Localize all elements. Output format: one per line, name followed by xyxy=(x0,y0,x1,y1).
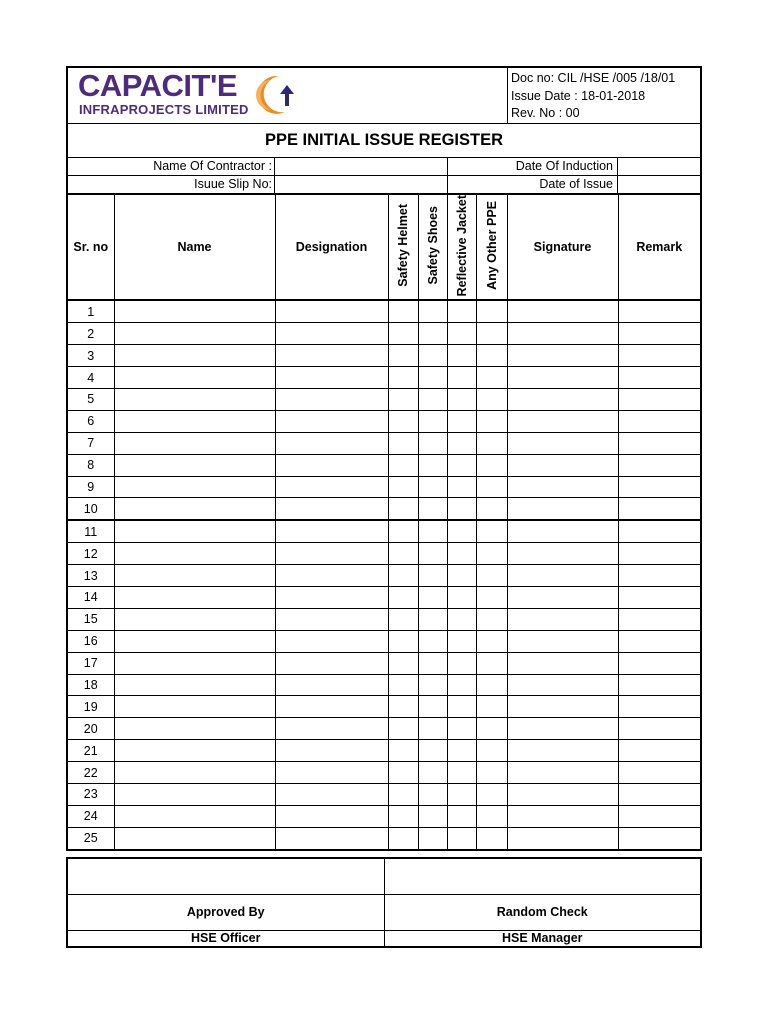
cell-remark[interactable] xyxy=(618,718,700,740)
cell-designation[interactable] xyxy=(275,784,388,806)
cell-name[interactable] xyxy=(114,454,275,476)
cell-safety-shoes[interactable] xyxy=(418,345,447,367)
cell-signature[interactable] xyxy=(507,345,618,367)
table-row xyxy=(68,498,700,520)
cell-reflective-jacket[interactable] xyxy=(447,805,476,827)
cell-safety-helmet[interactable] xyxy=(388,784,418,806)
form-header xyxy=(68,68,700,124)
cell-remark[interactable] xyxy=(618,323,700,345)
cell-other-ppe[interactable] xyxy=(476,389,507,411)
cell-designation[interactable] xyxy=(275,805,388,827)
cell-other-ppe[interactable] xyxy=(476,520,507,542)
cell-remark[interactable] xyxy=(618,805,700,827)
cell-name[interactable] xyxy=(114,827,275,848)
contractor-row xyxy=(68,158,700,176)
cell-reflective-jacket[interactable] xyxy=(447,608,476,630)
cell-safety-helmet[interactable] xyxy=(388,652,418,674)
cell-name[interactable] xyxy=(114,389,275,411)
cell-safety-shoes[interactable] xyxy=(418,410,447,432)
cell-designation[interactable] xyxy=(275,543,388,565)
approver-signature-space[interactable] xyxy=(68,859,384,894)
row-number: 24 xyxy=(68,805,114,827)
cell-safety-shoes[interactable] xyxy=(418,718,447,740)
cell-safety-helmet[interactable] xyxy=(388,410,418,432)
cell-safety-helmet[interactable] xyxy=(388,345,418,367)
cell-signature[interactable] xyxy=(507,520,618,542)
cell-signature[interactable] xyxy=(507,827,618,848)
cell-signature[interactable] xyxy=(507,587,618,609)
cell-safety-shoes[interactable] xyxy=(418,630,447,652)
cell-other-ppe[interactable] xyxy=(476,476,507,498)
cell-designation[interactable] xyxy=(275,345,388,367)
cell-signature[interactable] xyxy=(507,565,618,587)
cell-safety-helmet[interactable] xyxy=(388,696,418,718)
row-number: 15 xyxy=(68,608,114,630)
cell-safety-helmet[interactable] xyxy=(388,432,418,454)
col-safety-shoes-label: Safety Shoes xyxy=(425,206,440,285)
col-other-ppe-label: Any Other PPE xyxy=(484,201,499,291)
cell-designation[interactable] xyxy=(275,498,388,520)
col-reflective-jacket-label: Reflective Jacket xyxy=(454,195,469,297)
cell-designation[interactable] xyxy=(275,630,388,652)
cell-safety-shoes[interactable] xyxy=(418,367,447,389)
cell-safety-helmet[interactable] xyxy=(388,520,418,542)
row-number: 25 xyxy=(68,827,114,848)
cell-other-ppe[interactable] xyxy=(476,300,507,322)
cell-reflective-jacket[interactable] xyxy=(447,784,476,806)
cell-remark[interactable] xyxy=(618,389,700,411)
cell-safety-helmet[interactable] xyxy=(388,498,418,520)
cell-safety-shoes[interactable] xyxy=(418,454,447,476)
cell-name[interactable] xyxy=(114,696,275,718)
cell-name[interactable] xyxy=(114,805,275,827)
company-subtitle: INFRAPROJECTS LIMITED xyxy=(79,102,249,117)
cell-reflective-jacket[interactable] xyxy=(447,630,476,652)
cell-reflective-jacket[interactable] xyxy=(447,740,476,762)
cell-safety-shoes[interactable] xyxy=(418,587,447,609)
table-row xyxy=(68,543,700,565)
cell-signature[interactable] xyxy=(507,410,618,432)
cell-remark[interactable] xyxy=(618,630,700,652)
cell-reflective-jacket[interactable] xyxy=(447,300,476,322)
cell-other-ppe[interactable] xyxy=(476,410,507,432)
cell-signature[interactable] xyxy=(507,543,618,565)
cell-other-ppe[interactable] xyxy=(476,740,507,762)
cell-safety-shoes[interactable] xyxy=(418,696,447,718)
cell-reflective-jacket[interactable] xyxy=(447,476,476,498)
cell-name[interactable] xyxy=(114,762,275,784)
cell-safety-helmet[interactable] xyxy=(388,389,418,411)
row-number: 16 xyxy=(68,630,114,652)
cell-reflective-jacket[interactable] xyxy=(447,565,476,587)
issue-date: Issue Date : 18-01-2018 xyxy=(511,88,646,103)
row-number: 12 xyxy=(68,543,114,565)
col-safety-shoes xyxy=(418,195,447,301)
cell-reflective-jacket[interactable] xyxy=(447,827,476,848)
form-title: PPE INITIAL ISSUE REGISTER xyxy=(68,124,700,158)
cell-reflective-jacket[interactable] xyxy=(447,520,476,542)
cell-designation[interactable] xyxy=(275,520,388,542)
cell-remark[interactable] xyxy=(618,454,700,476)
col-remark: Remark xyxy=(618,195,700,301)
cell-signature[interactable] xyxy=(507,718,618,740)
cell-designation[interactable] xyxy=(275,389,388,411)
row-number: 13 xyxy=(68,565,114,587)
cell-safety-helmet[interactable] xyxy=(388,587,418,609)
table-row xyxy=(68,608,700,630)
table-row xyxy=(68,389,700,411)
cell-name[interactable] xyxy=(114,630,275,652)
cell-designation[interactable] xyxy=(275,718,388,740)
table-row xyxy=(68,587,700,609)
issue-slip-label: Isuue Slip No: xyxy=(194,177,272,191)
cell-designation[interactable] xyxy=(275,454,388,476)
cell-other-ppe[interactable] xyxy=(476,345,507,367)
cell-reflective-jacket[interactable] xyxy=(447,410,476,432)
register-form xyxy=(66,66,702,851)
row-number: 18 xyxy=(68,674,114,696)
cell-safety-shoes[interactable] xyxy=(418,498,447,520)
row-number: 7 xyxy=(68,432,114,454)
cell-other-ppe[interactable] xyxy=(476,718,507,740)
cell-safety-shoes[interactable] xyxy=(418,784,447,806)
cell-other-ppe[interactable] xyxy=(476,587,507,609)
approval-footer xyxy=(66,857,702,948)
row-number: 14 xyxy=(68,587,114,609)
cell-remark[interactable] xyxy=(618,608,700,630)
cell-name[interactable] xyxy=(114,784,275,806)
table-row xyxy=(68,432,700,454)
cell-safety-shoes[interactable] xyxy=(418,476,447,498)
cell-safety-shoes[interactable] xyxy=(418,565,447,587)
cell-name[interactable] xyxy=(114,476,275,498)
cell-safety-shoes[interactable] xyxy=(418,432,447,454)
contractor-field[interactable] xyxy=(274,158,447,175)
cell-safety-helmet[interactable] xyxy=(388,630,418,652)
cell-safety-shoes[interactable] xyxy=(418,740,447,762)
col-other-ppe xyxy=(476,195,507,301)
cell-remark[interactable] xyxy=(618,520,700,542)
cell-designation[interactable] xyxy=(275,410,388,432)
cell-reflective-jacket[interactable] xyxy=(447,587,476,609)
register-table xyxy=(68,194,700,849)
cell-other-ppe[interactable] xyxy=(476,608,507,630)
cell-safety-helmet[interactable] xyxy=(388,805,418,827)
cell-safety-helmet[interactable] xyxy=(388,367,418,389)
table-row xyxy=(68,367,700,389)
cell-safety-helmet[interactable] xyxy=(388,740,418,762)
cell-other-ppe[interactable] xyxy=(476,762,507,784)
cell-safety-shoes[interactable] xyxy=(418,762,447,784)
cell-other-ppe[interactable] xyxy=(476,565,507,587)
table-row xyxy=(68,520,700,542)
cell-signature[interactable] xyxy=(507,652,618,674)
hse-officer-label: HSE Officer xyxy=(191,931,261,945)
table-row xyxy=(68,565,700,587)
cell-signature[interactable] xyxy=(507,608,618,630)
hse-manager-label: HSE Manager xyxy=(384,931,701,946)
cell-safety-helmet[interactable] xyxy=(388,543,418,565)
cell-safety-helmet[interactable] xyxy=(388,674,418,696)
table-row xyxy=(68,345,700,367)
cell-signature[interactable] xyxy=(507,476,618,498)
cell-signature[interactable] xyxy=(507,432,618,454)
cell-remark[interactable] xyxy=(618,696,700,718)
cell-name[interactable] xyxy=(114,520,275,542)
cell-reflective-jacket[interactable] xyxy=(447,389,476,411)
cell-signature[interactable] xyxy=(507,740,618,762)
logo-swirl-icon xyxy=(249,70,299,120)
cell-name[interactable] xyxy=(114,740,275,762)
cell-remark[interactable] xyxy=(618,543,700,565)
cell-signature[interactable] xyxy=(507,389,618,411)
issue-slip-field[interactable] xyxy=(274,176,447,193)
cell-safety-helmet[interactable] xyxy=(388,762,418,784)
cell-name[interactable] xyxy=(114,498,275,520)
cell-name[interactable] xyxy=(114,674,275,696)
cell-designation[interactable] xyxy=(275,476,388,498)
cell-name[interactable] xyxy=(114,367,275,389)
col-safety-helmet xyxy=(388,195,418,301)
cell-name[interactable] xyxy=(114,652,275,674)
table-row xyxy=(68,696,700,718)
cell-remark[interactable] xyxy=(618,498,700,520)
cell-reflective-jacket[interactable] xyxy=(447,762,476,784)
cell-remark[interactable] xyxy=(618,784,700,806)
cell-safety-shoes[interactable] xyxy=(418,827,447,848)
cell-reflective-jacket[interactable] xyxy=(447,674,476,696)
table-row xyxy=(68,762,700,784)
cell-designation[interactable] xyxy=(275,696,388,718)
cell-reflective-jacket[interactable] xyxy=(447,432,476,454)
cell-designation[interactable] xyxy=(275,587,388,609)
cell-safety-helmet[interactable] xyxy=(388,300,418,322)
cell-designation[interactable] xyxy=(275,762,388,784)
cell-other-ppe[interactable] xyxy=(476,454,507,476)
table-row xyxy=(68,740,700,762)
induction-date-label: Date Of Induction xyxy=(447,158,617,175)
cell-name[interactable] xyxy=(114,410,275,432)
cell-other-ppe[interactable] xyxy=(476,367,507,389)
cell-reflective-jacket[interactable] xyxy=(447,696,476,718)
issue-date-label: Date of Issue xyxy=(447,176,617,193)
row-number: 10 xyxy=(68,498,114,520)
cell-other-ppe[interactable] xyxy=(476,674,507,696)
cell-reflective-jacket[interactable] xyxy=(447,454,476,476)
cell-safety-shoes[interactable] xyxy=(418,543,447,565)
col-name: Name xyxy=(114,195,275,301)
cell-remark[interactable] xyxy=(618,476,700,498)
cell-safety-shoes[interactable] xyxy=(418,520,447,542)
cell-name[interactable] xyxy=(114,300,275,322)
row-number: 22 xyxy=(68,762,114,784)
role-row xyxy=(68,931,700,946)
row-number: 8 xyxy=(68,454,114,476)
cell-other-ppe[interactable] xyxy=(476,805,507,827)
cell-name[interactable] xyxy=(114,323,275,345)
cell-designation[interactable] xyxy=(275,367,388,389)
revision-number: Rev. No : 00 xyxy=(511,106,580,120)
cell-other-ppe[interactable] xyxy=(476,696,507,718)
cell-safety-shoes[interactable] xyxy=(418,805,447,827)
cell-remark[interactable] xyxy=(618,740,700,762)
row-number: 20 xyxy=(68,718,114,740)
contractor-label: Name Of Contractor : xyxy=(153,159,272,173)
induction-date-field[interactable] xyxy=(617,158,700,175)
col-safety-helmet-label: Safety Helmet xyxy=(396,204,410,288)
random-check-label: Random Check xyxy=(384,895,701,930)
row-number: 4 xyxy=(68,367,114,389)
cell-designation[interactable] xyxy=(275,300,388,322)
cell-other-ppe[interactable] xyxy=(476,827,507,848)
cell-remark[interactable] xyxy=(618,565,700,587)
cell-remark[interactable] xyxy=(618,762,700,784)
cell-signature[interactable] xyxy=(507,454,618,476)
cell-designation[interactable] xyxy=(275,674,388,696)
cell-signature[interactable] xyxy=(507,674,618,696)
row-number: 21 xyxy=(68,740,114,762)
col-sr-no: Sr. no xyxy=(68,195,114,301)
row-number: 11 xyxy=(68,520,114,542)
cell-safety-shoes[interactable] xyxy=(418,608,447,630)
cell-remark[interactable] xyxy=(618,410,700,432)
cell-remark[interactable] xyxy=(618,345,700,367)
col-signature: Signature xyxy=(507,195,618,301)
col-designation: Designation xyxy=(275,195,388,301)
cell-designation[interactable] xyxy=(275,827,388,848)
table-row xyxy=(68,805,700,827)
cell-safety-shoes[interactable] xyxy=(418,389,447,411)
cell-signature[interactable] xyxy=(507,696,618,718)
cell-safety-helmet[interactable] xyxy=(388,565,418,587)
row-number: 5 xyxy=(68,389,114,411)
cell-safety-helmet[interactable] xyxy=(388,323,418,345)
cell-designation[interactable] xyxy=(275,652,388,674)
cell-remark[interactable] xyxy=(618,587,700,609)
cell-remark[interactable] xyxy=(618,432,700,454)
cell-safety-helmet[interactable] xyxy=(388,608,418,630)
cell-name[interactable] xyxy=(114,587,275,609)
cell-signature[interactable] xyxy=(507,498,618,520)
cell-remark[interactable] xyxy=(618,300,700,322)
cell-reflective-jacket[interactable] xyxy=(447,498,476,520)
cell-reflective-jacket[interactable] xyxy=(447,323,476,345)
cell-designation[interactable] xyxy=(275,323,388,345)
cell-other-ppe[interactable] xyxy=(476,630,507,652)
signature-space-row xyxy=(68,859,700,895)
table-row xyxy=(68,718,700,740)
cell-safety-helmet[interactable] xyxy=(388,454,418,476)
cell-other-ppe[interactable] xyxy=(476,323,507,345)
company-logo xyxy=(68,68,507,123)
cell-safety-helmet[interactable] xyxy=(388,827,418,848)
table-row xyxy=(68,476,700,498)
cell-other-ppe[interactable] xyxy=(476,498,507,520)
table-row xyxy=(68,652,700,674)
cell-signature[interactable] xyxy=(507,323,618,345)
cell-remark[interactable] xyxy=(618,827,700,848)
table-row xyxy=(68,784,700,806)
approval-label-row xyxy=(68,895,700,931)
cell-signature[interactable] xyxy=(507,630,618,652)
cell-other-ppe[interactable] xyxy=(476,652,507,674)
issue-date-field[interactable] xyxy=(617,176,700,193)
cell-reflective-jacket[interactable] xyxy=(447,543,476,565)
cell-name[interactable] xyxy=(114,718,275,740)
row-number: 9 xyxy=(68,476,114,498)
cell-remark[interactable] xyxy=(618,367,700,389)
cell-signature[interactable] xyxy=(507,367,618,389)
cell-designation[interactable] xyxy=(275,565,388,587)
cell-safety-shoes[interactable] xyxy=(418,300,447,322)
table-row xyxy=(68,323,700,345)
table-row xyxy=(68,300,700,322)
cell-designation[interactable] xyxy=(275,740,388,762)
doc-number: Doc no: CIL /HSE /005 /18/01 xyxy=(511,71,676,85)
cell-signature[interactable] xyxy=(507,762,618,784)
table-header-row xyxy=(68,195,700,301)
row-number: 6 xyxy=(68,410,114,432)
cell-other-ppe[interactable] xyxy=(476,543,507,565)
cell-signature[interactable] xyxy=(507,805,618,827)
table-row xyxy=(68,827,700,848)
cell-name[interactable] xyxy=(114,565,275,587)
table-row xyxy=(68,454,700,476)
cell-safety-shoes[interactable] xyxy=(418,674,447,696)
cell-reflective-jacket[interactable] xyxy=(447,367,476,389)
row-number: 23 xyxy=(68,784,114,806)
row-number: 3 xyxy=(68,345,114,367)
col-reflective-jacket xyxy=(447,195,476,301)
issue-slip-row xyxy=(68,176,700,194)
register-body xyxy=(68,300,700,848)
cell-other-ppe[interactable] xyxy=(476,784,507,806)
cell-name[interactable] xyxy=(114,608,275,630)
cell-name[interactable] xyxy=(114,432,275,454)
row-number: 19 xyxy=(68,696,114,718)
cell-designation[interactable] xyxy=(275,432,388,454)
approved-by-label: Approved By xyxy=(186,905,265,919)
cell-name[interactable] xyxy=(114,345,275,367)
cell-other-ppe[interactable] xyxy=(476,432,507,454)
cell-remark[interactable] xyxy=(618,652,700,674)
table-row xyxy=(68,674,700,696)
cell-signature[interactable] xyxy=(507,784,618,806)
cell-remark[interactable] xyxy=(618,674,700,696)
cell-safety-helmet[interactable] xyxy=(388,476,418,498)
company-name: CAPACIT'E xyxy=(78,68,238,103)
table-row xyxy=(68,630,700,652)
cell-reflective-jacket[interactable] xyxy=(447,345,476,367)
cell-reflective-jacket[interactable] xyxy=(447,652,476,674)
table-row xyxy=(68,410,700,432)
row-number: 2 xyxy=(68,323,114,345)
row-number: 17 xyxy=(68,652,114,674)
checker-signature-space[interactable] xyxy=(384,859,701,894)
cell-safety-shoes[interactable] xyxy=(418,652,447,674)
document-info xyxy=(507,68,700,123)
cell-reflective-jacket[interactable] xyxy=(447,718,476,740)
cell-safety-helmet[interactable] xyxy=(388,718,418,740)
row-number: 1 xyxy=(68,300,114,322)
cell-designation[interactable] xyxy=(275,608,388,630)
cell-safety-shoes[interactable] xyxy=(418,323,447,345)
cell-signature[interactable] xyxy=(507,300,618,322)
cell-name[interactable] xyxy=(114,543,275,565)
